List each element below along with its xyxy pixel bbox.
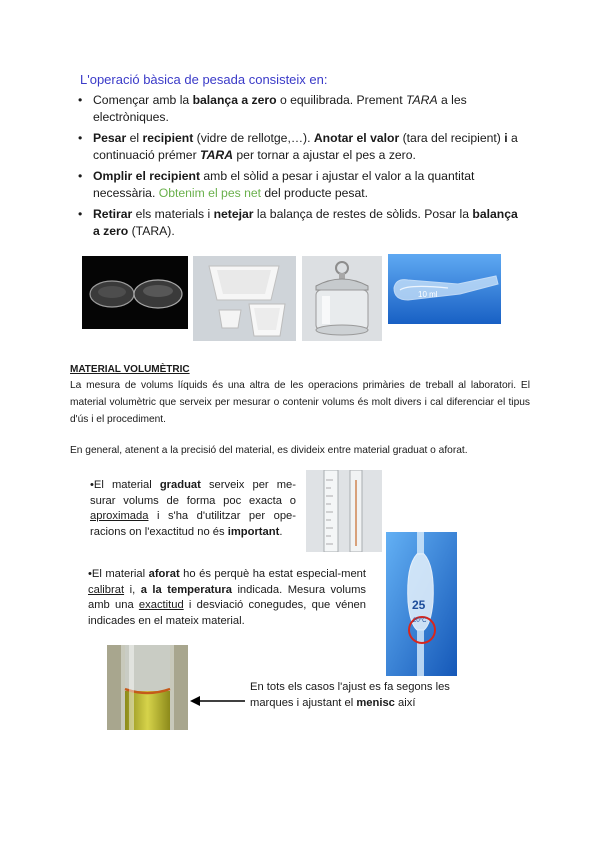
division-paragraph: En general, atenent a la precisió del material, es divideix entre material graduat o aforat. — [70, 445, 468, 456]
weighing-boats-photo — [193, 256, 296, 341]
pipette-volume-label: 25 — [412, 598, 426, 612]
volumetric-pipette-photo — [386, 532, 457, 676]
weighing-bottle-photo — [302, 256, 382, 341]
page-title: L'operació bàsica de pesada consisteix en: — [80, 72, 328, 87]
step-4: • Retirar els materials i netejar la balança de restes de sòlids. Posar la balança a zero (TARA). — [78, 206, 518, 240]
meniscus-photo — [107, 645, 188, 730]
watch-glasses-photo — [82, 256, 188, 329]
aforat-paragraph: •El material aforat ho és perquè ha estat especial-ment calibrat i, a la temperatura indicada. Mesura volums amb una exactitud i desviació conegudes, que vénen indicades en el mateix material. — [88, 568, 366, 627]
step-1: • Començar amb la balança a zero o equilibrada. Prement TARA a les electròniques. — [78, 92, 518, 126]
scoop-label: 10 ml — [418, 290, 438, 299]
graduat-paragraph: •El material graduat serveix per me-surar volums de forma poc exacta o aproximada i s'ha d'utilitzar per ope-racions on l'exactitud no és important. — [90, 479, 296, 538]
weighing-steps-list — [78, 92, 518, 244]
intro-paragraph: La mesura de volums líquids és una altra de les operacions primàries de treball al laboratori. El material volumètric que serveix per mesurar o contenir volums és molt divers i cal diferenciar el tipus d'ús i el procediment. — [70, 380, 530, 425]
meniscus-note: En tots els casos l'ajust es fa segons les marques i ajustant el menisc així — [250, 681, 450, 709]
step-3: • Omplir el recipient amb el sòlid a pesar i ajustar el valor a la quantitat necessària. Obtenim el pes net del producte pesat. — [78, 168, 518, 202]
section-heading: MATERIAL VOLUMÈTRIC — [70, 364, 190, 375]
graduated-pipette-photo — [306, 470, 382, 552]
left-arrow-icon — [190, 694, 246, 708]
step-2: • Pesar el recipient (vidre de rellotge,…). Anotar el valor (tara del recipient) i a continuació prémer TARA per tornar a ajustar el pes a zero. — [78, 130, 518, 164]
weighing-scoop-photo — [388, 254, 501, 324]
pipette-temperature-label: 20°C — [413, 618, 427, 624]
